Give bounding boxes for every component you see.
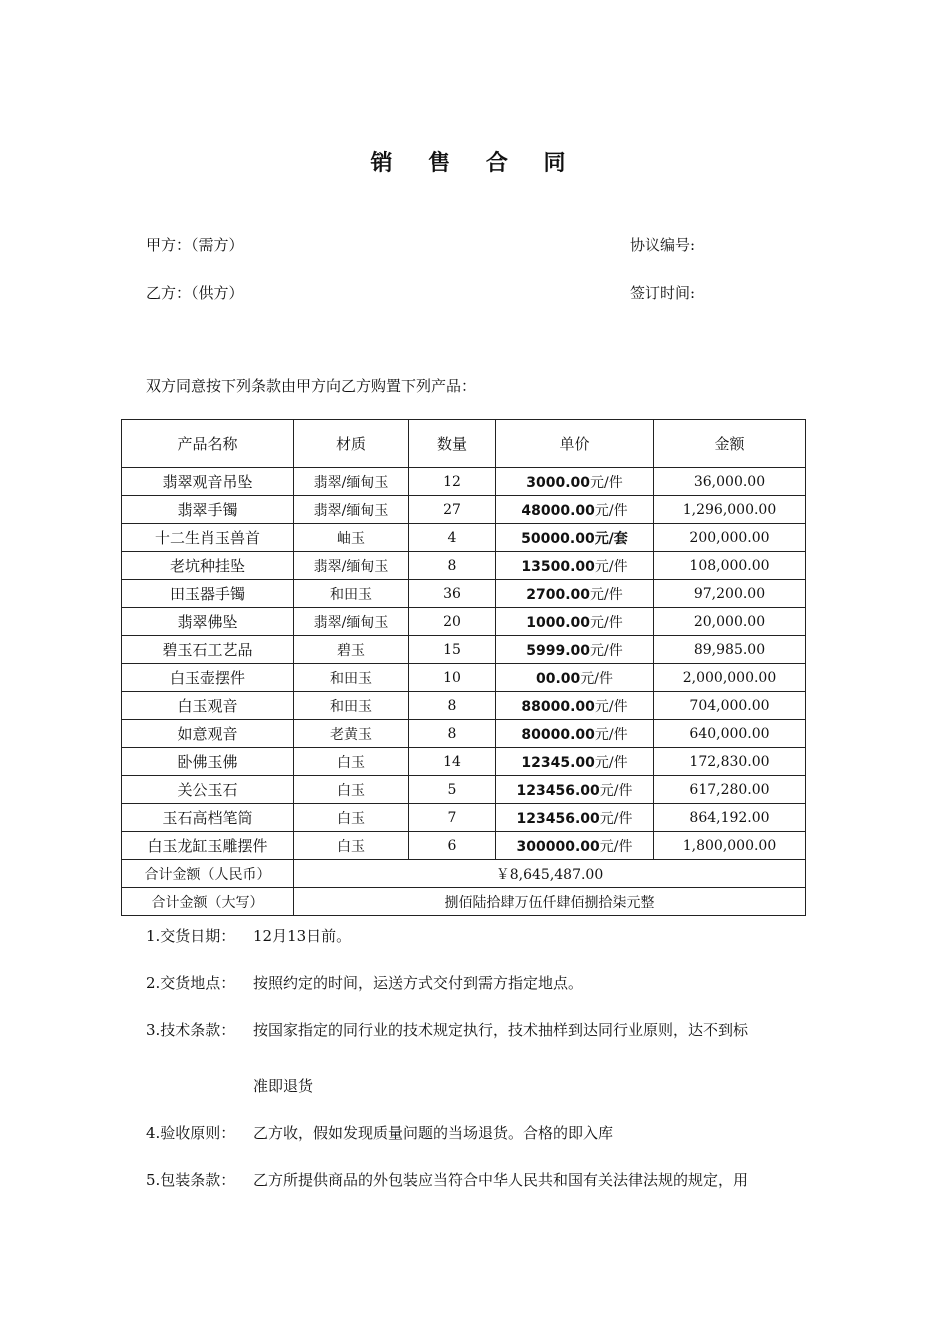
- product-quantity: 12: [409, 468, 496, 496]
- table-row: [122, 524, 806, 552]
- product-amount: 97,200.00: [654, 580, 806, 608]
- price-value: 50000.00: [521, 530, 595, 547]
- product-material: 和田玉: [294, 580, 409, 608]
- product-material: 翡翠/缅甸玉: [294, 496, 409, 524]
- product-amount: 704,000.00: [654, 692, 806, 720]
- product-amount: 200,000.00: [654, 524, 806, 552]
- price-unit: 元/件: [590, 474, 623, 491]
- price-value: 5999.00: [526, 642, 591, 659]
- price-value: 300000.00: [516, 838, 600, 855]
- product-amount: 640,000.00: [654, 720, 806, 748]
- product-name: 碧玉石工艺品: [122, 636, 294, 664]
- price-unit: 元/件: [594, 698, 628, 715]
- product-material: 翡翠/缅甸玉: [294, 468, 409, 496]
- product-quantity: 20: [409, 608, 496, 636]
- product-unit-price: [496, 664, 654, 692]
- term-packaging: [146, 1169, 816, 1191]
- product-unit-price: [496, 496, 654, 524]
- table-row: [122, 608, 806, 636]
- term-text: 乙方所提供商品的外包装应当符合中华人民共和国有关法律法规的规定，用: [253, 1171, 749, 1189]
- product-quantity: 7: [409, 804, 496, 832]
- table-row: [122, 776, 806, 804]
- table-row: [122, 720, 806, 748]
- table-row: [122, 580, 806, 608]
- term-text: 12月13日前。: [253, 927, 352, 945]
- term-delivery-date: [146, 925, 816, 947]
- price-value: 13500.00: [521, 558, 595, 575]
- price-unit: 元/件: [590, 586, 623, 603]
- product-amount: 617,280.00: [654, 776, 806, 804]
- product-quantity: 10: [409, 664, 496, 692]
- product-quantity: 4: [409, 524, 496, 552]
- term-label: 2.交货地点：: [146, 974, 236, 992]
- contract-terms: [146, 925, 816, 1191]
- product-name: 白玉观音: [122, 692, 294, 720]
- table-row: [122, 552, 806, 580]
- price-unit: 元/件: [590, 642, 623, 659]
- product-unit-price: [496, 524, 654, 552]
- product-name: 田玉器手镯: [122, 580, 294, 608]
- product-unit-price: [496, 748, 654, 776]
- term-label: 4.验收原则：: [146, 1124, 236, 1142]
- product-amount: 1,800,000.00: [654, 832, 806, 860]
- header-amount: 金额: [654, 420, 806, 468]
- price-value: 80000.00: [521, 726, 595, 743]
- product-material: 白玉: [294, 804, 409, 832]
- term-text: 按照约定的时间，运送方式交付到需方指定地点。: [253, 974, 584, 992]
- product-material: 翡翠/缅甸玉: [294, 608, 409, 636]
- term-label: 5.包装条款：: [146, 1171, 236, 1189]
- contract-title: 销 售 合 同: [370, 151, 580, 176]
- price-value: 3000.00: [526, 474, 591, 491]
- term-technical: [146, 1019, 816, 1041]
- product-unit-price: [496, 468, 654, 496]
- product-amount: 864,192.00: [654, 804, 806, 832]
- product-material: 岫玉: [294, 524, 409, 552]
- term-technical-continued: [146, 1075, 816, 1097]
- product-unit-price: [496, 692, 654, 720]
- price-unit: 元/件: [594, 726, 628, 743]
- product-unit-price: [496, 636, 654, 664]
- product-material: 和田玉: [294, 664, 409, 692]
- product-quantity: 36: [409, 580, 496, 608]
- product-amount: 1,296,000.00: [654, 496, 806, 524]
- product-name: 如意观音: [122, 720, 294, 748]
- term-label: 1.交货日期：: [146, 927, 236, 945]
- party-a-label: 甲方：（需方）: [146, 236, 244, 254]
- price-unit: 元/件: [599, 838, 633, 855]
- product-name: 白玉壶摆件: [122, 664, 294, 692]
- table-row: [122, 832, 806, 860]
- product-name: 玉石高档笔筒: [122, 804, 294, 832]
- table-row: [122, 804, 806, 832]
- product-name: 翡翠观音吊坠: [122, 468, 294, 496]
- product-material: 白玉: [294, 776, 409, 804]
- product-name: 白玉龙缸玉雕摆件: [122, 832, 294, 860]
- agreement-number-label: 协议编号:: [630, 236, 696, 254]
- total-rmb-value: ￥8,645,487.00: [294, 860, 806, 888]
- product-quantity: 5: [409, 776, 496, 804]
- price-value: 48000.00: [521, 502, 595, 519]
- product-name: 卧佛玉佛: [122, 748, 294, 776]
- intro-text: 双方同意按下列条款由甲方向乙方购置下列产品：: [146, 377, 477, 395]
- term-delivery-place: [146, 972, 816, 994]
- product-unit-price: [496, 804, 654, 832]
- price-unit: 元/件: [594, 754, 628, 771]
- price-unit: 元/件: [594, 502, 628, 519]
- product-material: 老黄玉: [294, 720, 409, 748]
- party-b-label: 乙方：（供方）: [146, 284, 244, 302]
- product-unit-price: [496, 552, 654, 580]
- table-row: [122, 496, 806, 524]
- price-unit: 元/件: [594, 558, 628, 575]
- product-table: [121, 419, 806, 916]
- product-quantity: 27: [409, 496, 496, 524]
- total-caps-value: 捌佰陆拾肆万伍仟肆佰捌拾柒元整: [294, 888, 806, 916]
- product-unit-price: [496, 720, 654, 748]
- term-label: 3.技术条款：: [146, 1021, 236, 1039]
- price-unit: 元/件: [590, 614, 623, 631]
- product-quantity: 8: [409, 720, 496, 748]
- product-name: 翡翠佛坠: [122, 608, 294, 636]
- product-amount: 89,985.00: [654, 636, 806, 664]
- product-quantity: 15: [409, 636, 496, 664]
- table-row: [122, 468, 806, 496]
- header-material: 材质: [294, 420, 409, 468]
- header-unit-price: 单价: [496, 420, 654, 468]
- product-name: 关公玉石: [122, 776, 294, 804]
- total-rmb-row: [122, 860, 806, 888]
- term-text: 按国家指定的同行业的技术规定执行，技术抽样到达同行业原则，达不到标: [253, 1021, 749, 1039]
- product-quantity: 8: [409, 692, 496, 720]
- product-unit-price: [496, 580, 654, 608]
- price-value: 00.00: [535, 670, 581, 687]
- table-row: [122, 664, 806, 692]
- header-quantity: 数量: [409, 420, 496, 468]
- product-amount: 36,000.00: [654, 468, 806, 496]
- product-amount: 172,830.00: [654, 748, 806, 776]
- table-header-row: [122, 420, 806, 468]
- product-quantity: 14: [409, 748, 496, 776]
- price-value: 88000.00: [521, 698, 595, 715]
- price-value: 123456.00: [516, 782, 600, 799]
- price-value: 1000.00: [526, 614, 591, 631]
- product-unit-price: [496, 776, 654, 804]
- product-amount: 2,000,000.00: [654, 664, 806, 692]
- product-material: 和田玉: [294, 692, 409, 720]
- term-acceptance: [146, 1122, 816, 1144]
- price-value: 12345.00: [521, 754, 595, 771]
- total-rmb-label: 合计金额（人民币）: [122, 860, 294, 888]
- product-material: 白玉: [294, 748, 409, 776]
- price-unit: 元/件: [599, 782, 633, 799]
- product-amount: 108,000.00: [654, 552, 806, 580]
- table-row: [122, 636, 806, 664]
- term-text: 乙方收，假如发现质量问题的当场退货。合格的即入库: [253, 1124, 614, 1142]
- table-row: [122, 692, 806, 720]
- header-product-name: 产品名称: [122, 420, 294, 468]
- total-caps-row: [122, 888, 806, 916]
- price-unit: 元/件: [580, 670, 613, 687]
- product-quantity: 6: [409, 832, 496, 860]
- product-material: 碧玉: [294, 636, 409, 664]
- product-material: 白玉: [294, 832, 409, 860]
- product-quantity: 8: [409, 552, 496, 580]
- product-amount: 20,000.00: [654, 608, 806, 636]
- table-row: [122, 748, 806, 776]
- product-material: 翡翠/缅甸玉: [294, 552, 409, 580]
- term-text: 准即退货: [253, 1077, 314, 1095]
- price-unit: 元/套: [594, 530, 628, 547]
- product-unit-price: [496, 832, 654, 860]
- price-value: 2700.00: [526, 586, 591, 603]
- sign-time-label: 签订时间:: [630, 284, 696, 302]
- product-name: 十二生肖玉兽首: [122, 524, 294, 552]
- product-name: 老坑种挂坠: [122, 552, 294, 580]
- product-unit-price: [496, 608, 654, 636]
- price-value: 123456.00: [516, 810, 600, 827]
- product-name: 翡翠手镯: [122, 496, 294, 524]
- price-unit: 元/件: [599, 810, 633, 827]
- total-caps-label: 合计金额（大写）: [122, 888, 294, 916]
